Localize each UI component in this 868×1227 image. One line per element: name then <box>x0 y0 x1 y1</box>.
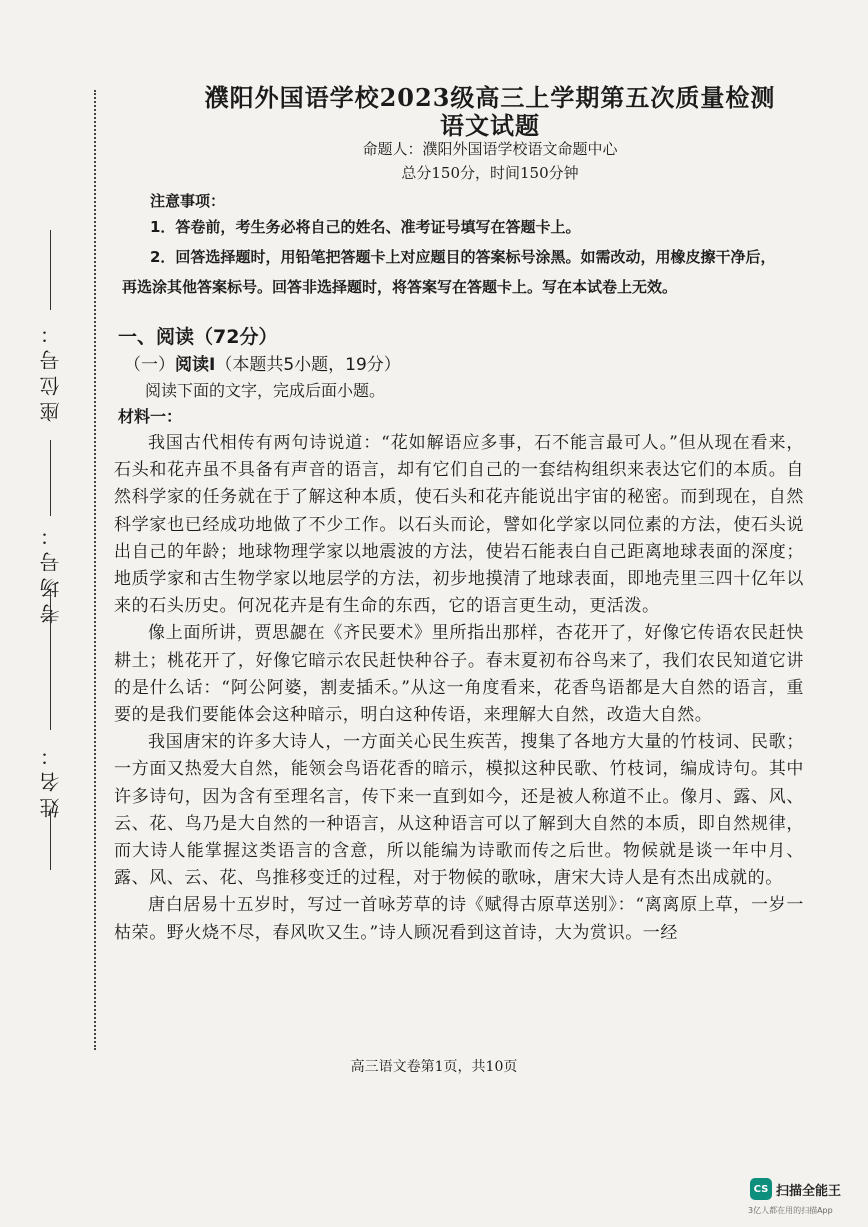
scanner-tagline: 3亿人都在用的扫描App <box>748 1206 833 1215</box>
name-blank <box>50 590 51 730</box>
name-label: 姓名： <box>39 740 63 818</box>
exam-room-label: 考场号： <box>39 520 63 624</box>
passage-body <box>114 430 804 947</box>
extra-blank <box>50 810 51 870</box>
reading-instruction: 阅读下面的文字，完成后面小题。 <box>145 381 386 400</box>
paragraph: 我国唐宋的许多大诗人，一方面关心民生疾苦，搜集了各地方大量的竹枝词、民歌；一方面又热爱大自然，能领会鸟语花香的暗示，模拟这种民歌、竹枝词，编成诗句。其中许多诗句，因为含有至理名言，传下来一直到如今，还是被人称道不止。像月、露、风、云、花、鸟乃是大自然的一种语言，从这种语言可以了解到大自然的本质，即自然规律，而大诗人能掌握这类语言的含意，所以能编为诗歌而传之后世。物候就是谈一年中月、露、风、云、花、鸟推移变迁的过程，对于物候的歌咏，唐宋大诗人是有杰出成就的。 <box>114 732 804 889</box>
seat-number-blank <box>50 230 51 310</box>
notice-item-2: 2．回答选择题时，用铅笔把答题卡上对应题目的答案标号涂黑。如需改动，用橡皮擦干净后，再选涂其他答案标号。回答非选择题时，将答案写在答题卡上。写在本试卷上无效。 <box>122 248 776 296</box>
page-footer: 高三语文卷第1页，共10页 <box>350 1059 518 1075</box>
subsection-prefix: （一） <box>124 355 175 375</box>
section-heading: 一、阅读（72分） <box>118 326 278 348</box>
exam-title: 濮阳外国语学校2023级高三上学期第五次质量检测 <box>204 83 776 112</box>
paragraph: 我国古代相传有两句诗说道：“花如解语应多事，石不能言最可人。”但从现在看来，石头和花卉虽不具备有声音的语言，却有它们自己的一套结构组织来表达它们的本质。自然科学家的任务就在于了解这种本质，使石头和花卉能说出宇宙的秘密。而到现在，自然科学家也已经成功地做了不少工作。以石头而论，譬如化学家以同位素的方法，使石头说出自己的年龄；地球物理学家以地震波的方法，使岩石能表白自己距离地球表面的深度；地质学家和古生物学家以地层学的方法，初步地摸清了地球表面，即地壳里三四十亿年以来的石头历史。何况花卉是有生命的东西，它的语言更生动，更活泼。 <box>114 433 804 617</box>
exam-author: 命题人：濮阳外国语学校语文命题中心 <box>362 140 618 158</box>
seat-number-label: 座位号： <box>39 318 63 422</box>
paragraph: 唐白居易十五岁时，写过一首咏芳草的诗《赋得古原草送别》：“离离原上草，一岁一枯荣。野火烧不尽，春风吹又生。”诗人顾况看到这首诗，大为赏识。一经 <box>114 895 804 943</box>
subsection-heading <box>124 350 401 375</box>
exam-room-blank <box>50 440 51 516</box>
subsection-title: 阅读Ⅰ <box>175 355 216 375</box>
exam-score-time: 总分150分，时间150分钟 <box>401 164 579 182</box>
notice-item-1: 1．答卷前，考生务必将自己的姓名、准考证号填写在答题卡上。 <box>150 218 581 236</box>
scanner-badge <box>750 1175 841 1203</box>
scanner-logo-icon: CS <box>750 1178 772 1200</box>
exam-subject: 语文试题 <box>440 111 540 140</box>
subsection-detail: （本题共5小题，19分） <box>215 355 401 375</box>
binding-dotted-line <box>94 90 96 1050</box>
scanner-name: 扫描全能王 <box>776 1183 842 1199</box>
notice-heading: 注意事项： <box>150 192 226 210</box>
material-label: 材料一： <box>118 407 183 426</box>
paragraph: 像上面所讲，贾思勰在《齐民要术》里所指出那样，杏花开了，好像它传语农民赶快耕土；桃花开了，好像它暗示农民赶快种谷子。春末夏初布谷鸟来了，我们农民知道它讲的是什么话：“阿公阿婆，割麦插禾。”从这一角度看来，花香鸟语都是大自然的语言，重要的是我们要能体会这种暗示，明白这种传语，来理解大自然，改造大自然。 <box>114 623 804 726</box>
